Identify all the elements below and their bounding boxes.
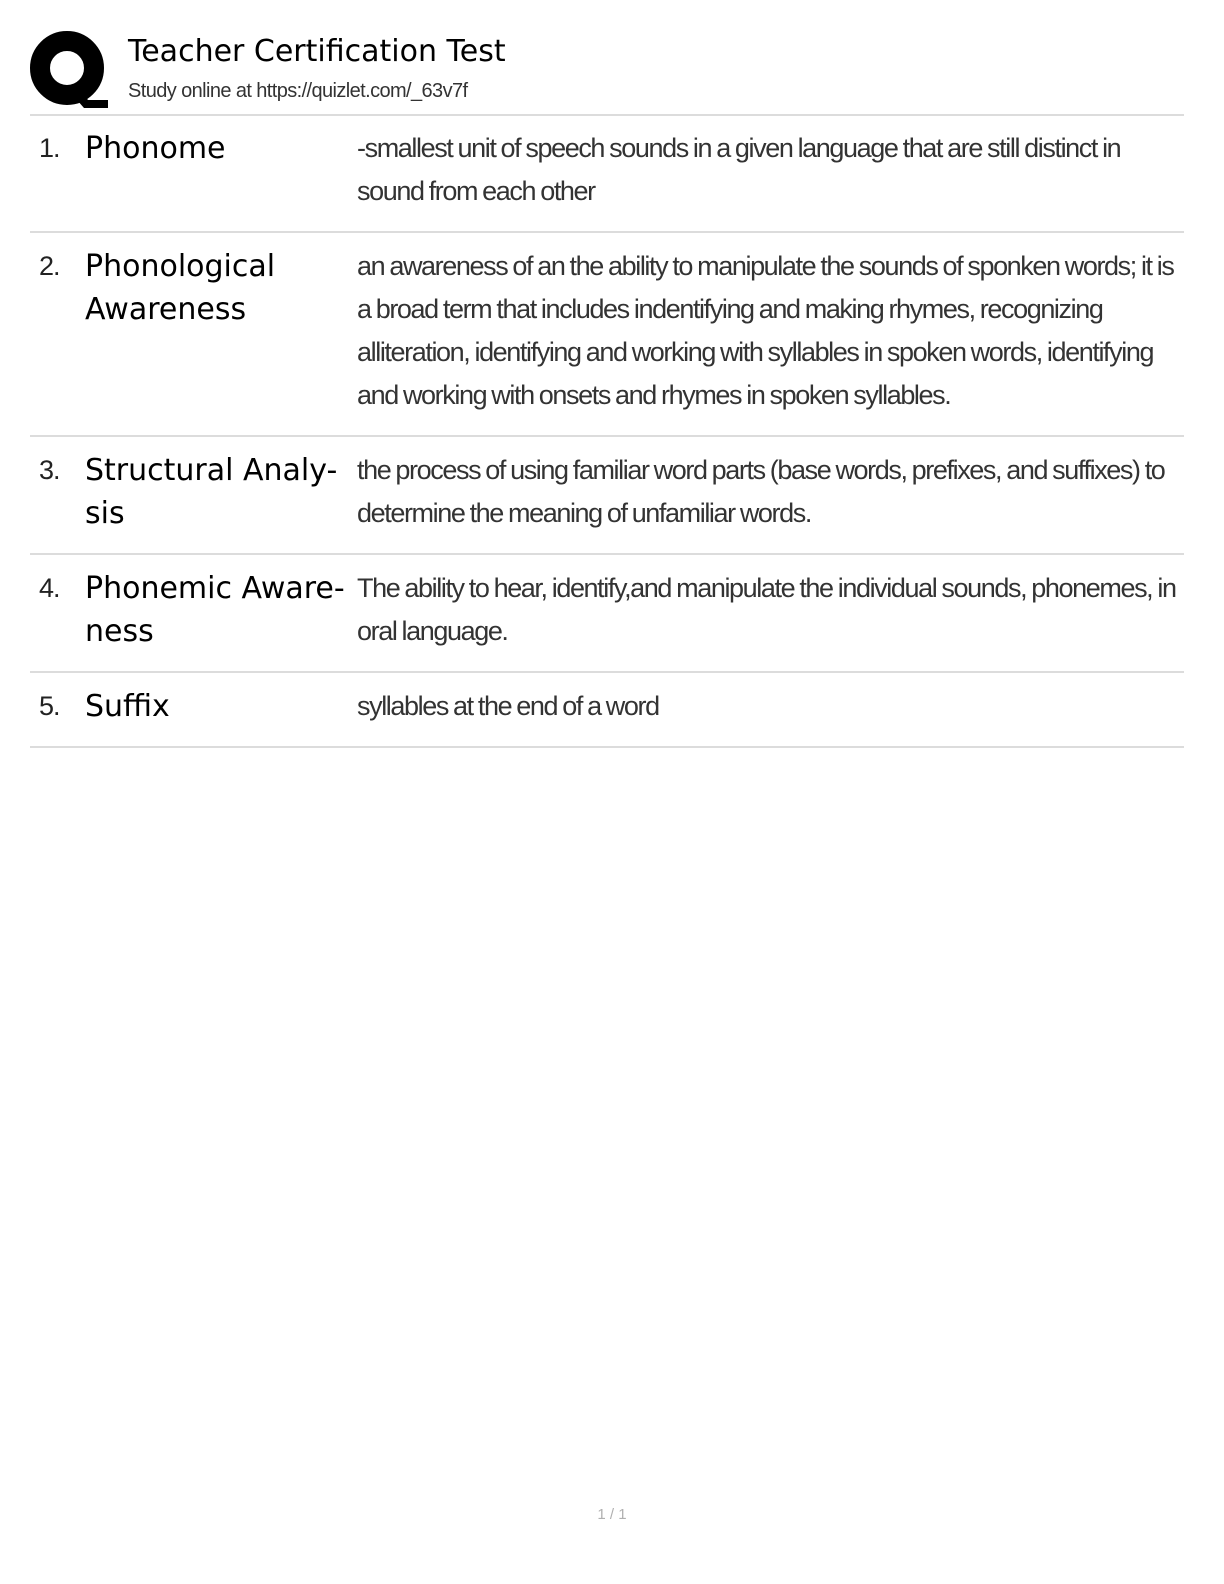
flashcard-row [30,437,1184,555]
card-definition: an awareness of an the ability to manipulate the sounds of sponken words; it is a broad term that includes indentifying and making rhymes, recognizing alliteration, identifying and working with syllables in spoken words, identifying and working with onsets and rhymes in spoken syllables. [357,251,1174,410]
card-definition: The ability to hear, identify,and manipulate the individual sounds, phonemes, in oral language. [357,573,1176,646]
card-definition: the process of using familiar word parts (base words, prefixes, and suffixes) to determine the meaning of unfamiliar words. [357,455,1165,528]
card-number: 3. [39,455,60,485]
flashcard-row [30,116,1184,233]
page-header [30,28,1184,112]
card-definition: syllables at the end of a word [357,691,659,721]
flashcard-row [30,555,1184,673]
card-number: 4. [39,573,60,603]
card-term: Phonological Awareness [85,249,276,327]
card-term: Phonome [85,131,226,166]
card-term: Suffix [85,689,170,724]
card-number: 5. [39,691,60,721]
flashcard-row [30,673,1184,748]
card-term: Structural Analy-sis [85,453,338,531]
card-definition: -smallest unit of speech sounds in a given language that are still distinct in sound from each other [357,133,1121,206]
card-number: 1. [39,133,60,163]
study-online-link[interactable]: Study online at https://quizlet.com/_63v7f [128,80,468,102]
page-number: 1 / 1 [597,1506,627,1523]
page-title: Teacher Certification Test [128,34,506,69]
card-term: Phonemic Aware-ness [85,571,345,649]
flashcard-row [30,233,1184,437]
card-number: 2. [39,251,60,281]
quizlet-logo-icon [30,30,108,110]
flashcard-list [30,116,1184,748]
